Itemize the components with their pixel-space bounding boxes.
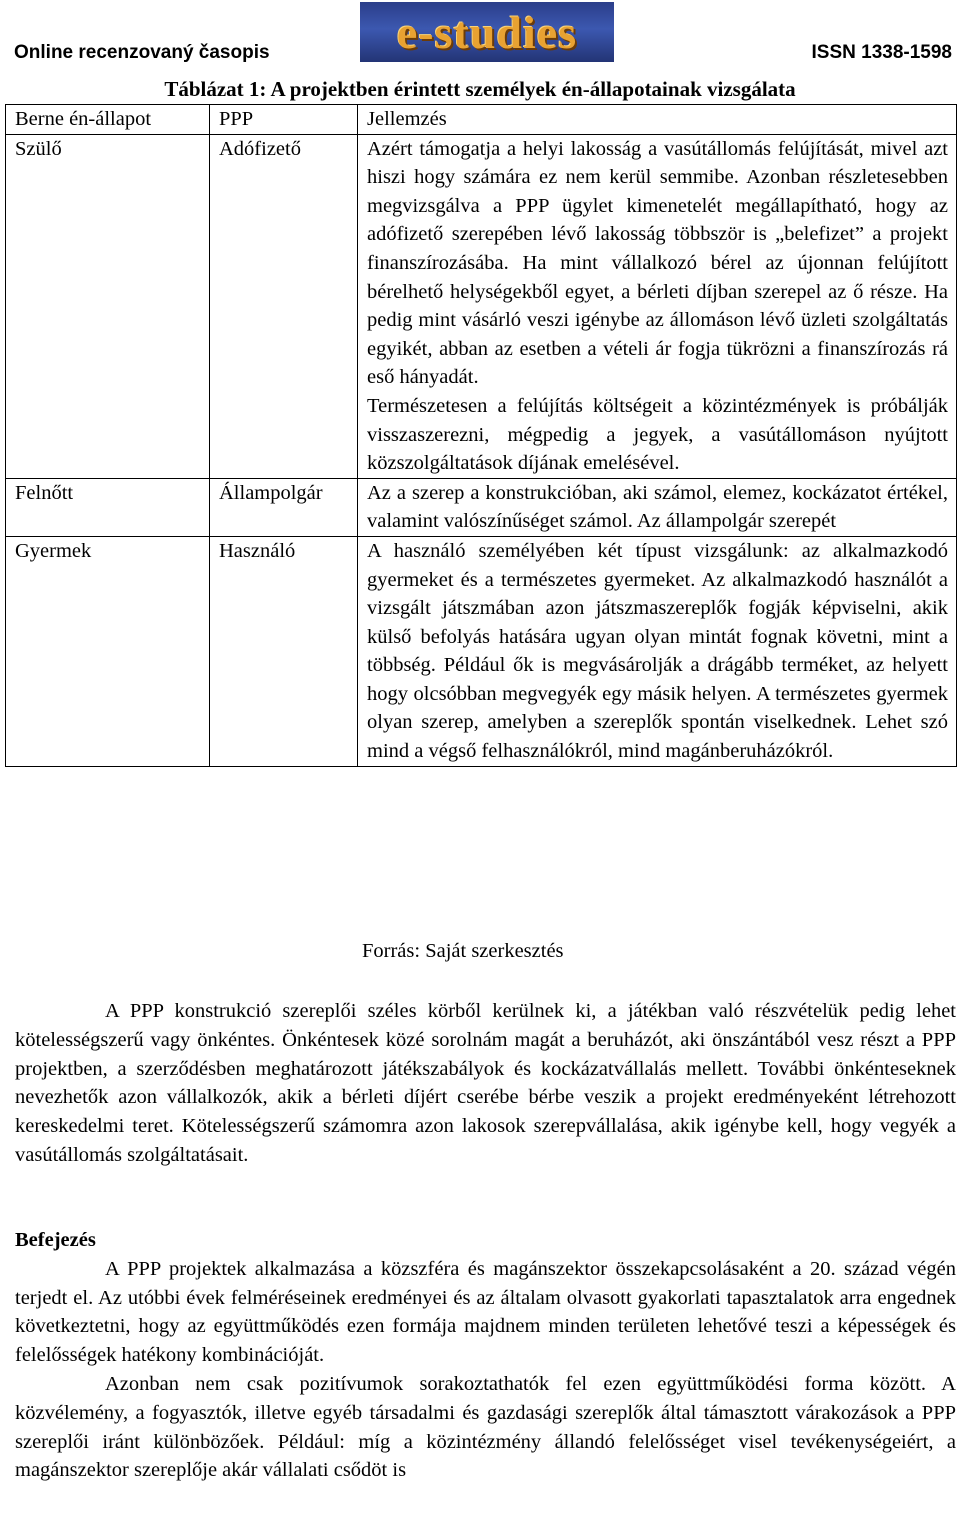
table-row — [6, 478, 957, 536]
table-source: Forrás: Saját szerkesztés — [362, 940, 564, 962]
row-description — [358, 134, 957, 478]
paragraph-text: Azonban nem csak pozitívumok sorakoztathatók fel ezen együttműködési forma között. A közvélemény, a fogyasztók, illetve egyéb társadalmi és gazdasági szereplők által támasztott várakozások a PPP szereplői iránt különbözőek. Például: míg a közintézmény állandó felelősséget visel tevékenységeiért, a magánszektor szereplője akár vállalati csődöt is — [15, 1372, 956, 1482]
journal-label: Online recenzovaný časopis — [14, 42, 270, 63]
row-ppp-role: Adófizető — [210, 134, 358, 478]
description-paragraph: A használó személyében két típust vizsgálunk: az alkalmazkodó gyermeket és a természetes gyermeket. Az alkalmazkodó használót a vizsgált játszmában azon játszmaszereplők fogják képviselni, akik külső befolyás hatására ugyan olyan mintát fognak követni, mint a többség. Például ők is megvásárolják a drágább terméket, az helyett hogy olcsóbban megvegyék egy másik helyen. A természetes gyermek olyan szerep, amelyben a szereplők spontán viselkednek. Lehet szó mind a végső felhasználókról, mind magánberuházókról. — [367, 539, 948, 763]
logo-text: e-studies — [396, 6, 578, 58]
row-ego-state: Felnőtt — [6, 478, 210, 536]
description-paragraph: Természetesen a felújítás költségeit a közintézmények is próbálják visszaszerezni, mégpedig a jegyek, a vasútállomáson nyújtott közszolgáltatások díjának emelésével. — [367, 394, 948, 475]
issn-label: ISSN 1338-1598 — [811, 42, 952, 63]
table-row — [6, 134, 957, 478]
column-header-ego-state: Berne én-állapot — [6, 105, 210, 135]
column-header-ppp: PPP — [210, 105, 358, 135]
table-row — [6, 536, 957, 766]
table-title: Táblázat 1: A projektben érintett személyek én-állapotainak vizsgálata — [164, 77, 796, 101]
section-heading: Befejezés — [15, 1229, 96, 1251]
row-ppp-role: Állampolgár — [210, 478, 358, 536]
description-paragraph: Az a szerep a konstrukcióban, aki számol, elemez, kockázatot értékel, valamint valószínűséget számol. Az állampolgár szerepét — [367, 481, 948, 533]
row-ego-state: Szülő — [6, 134, 210, 478]
conclusion-section — [15, 1226, 956, 1485]
body-paragraph-1 — [15, 997, 956, 1170]
column-header-description: Jellemzés — [358, 105, 957, 135]
row-description — [358, 478, 957, 536]
paragraph-text: A PPP konstrukció szereplői széles körből kerülnek ki, a játékban való részvételük pedig lehet kötelességszerű vagy önkéntes. Önkéntesek közé sorolnám magát a beruházót, aki önszántából vesz részt a PPP projektben, a szerződésben meghatározott játékszabályok és kockázatvállalás mellett. További önkénteseknek nevezhetők azon vállalkozók, akik a bérleti díjért cserébe bérbe veszik a projekt eredményeként létrehozott kereskedelmi teret. Kötelességszerű számomra azon lakosok szerepvállalása, akik igénybe kell, hogy vegyék a vasútállomás szolgáltatásait. — [15, 1000, 956, 1166]
e-studies-logo — [360, 2, 614, 62]
row-ppp-role: Használó — [210, 536, 358, 766]
row-description — [358, 536, 957, 766]
ego-state-table — [5, 104, 957, 767]
description-paragraph: Azért támogatja a helyi lakosság a vasútállomás felújítását, mivel azt hiszi hogy számára ez nem kerül semmibe. Azonban részletesebben megvizsgálva a PPP ügylet kimenetelét megállapítható, hogy az adófizető szerepében lévő lakosság többször is „belefizet” a projekt finanszírozásába. Ha mint vállalkozó bérel az újonnan felújított bérelhető helységekből egyet, a bérleti díjban szerepel az ő része. Ha pedig mint vásárló veszi igénybe az állomáson lévő üzleti szolgáltatás egyikét, abban az esetben a vételi ár fogja tükrözni a finanszírozás rá eső hányadát. — [367, 137, 948, 389]
row-ego-state: Gyermek — [6, 536, 210, 766]
paragraph-text: A PPP projektek alkalmazása a közszféra és magánszektor összekapcsolásaként a 20. század végén terjedt el. Az utóbbi évek felméréseinek eredményei és az általam olvasott gyakorlati tapasztalatok arra engednek következtetni, hogy az együttműködés ezen formája majdnem minden területen lehetővé teszi a képességek és felelősségek hatékony kombinációját. — [15, 1257, 956, 1367]
table-header-row — [6, 105, 957, 135]
